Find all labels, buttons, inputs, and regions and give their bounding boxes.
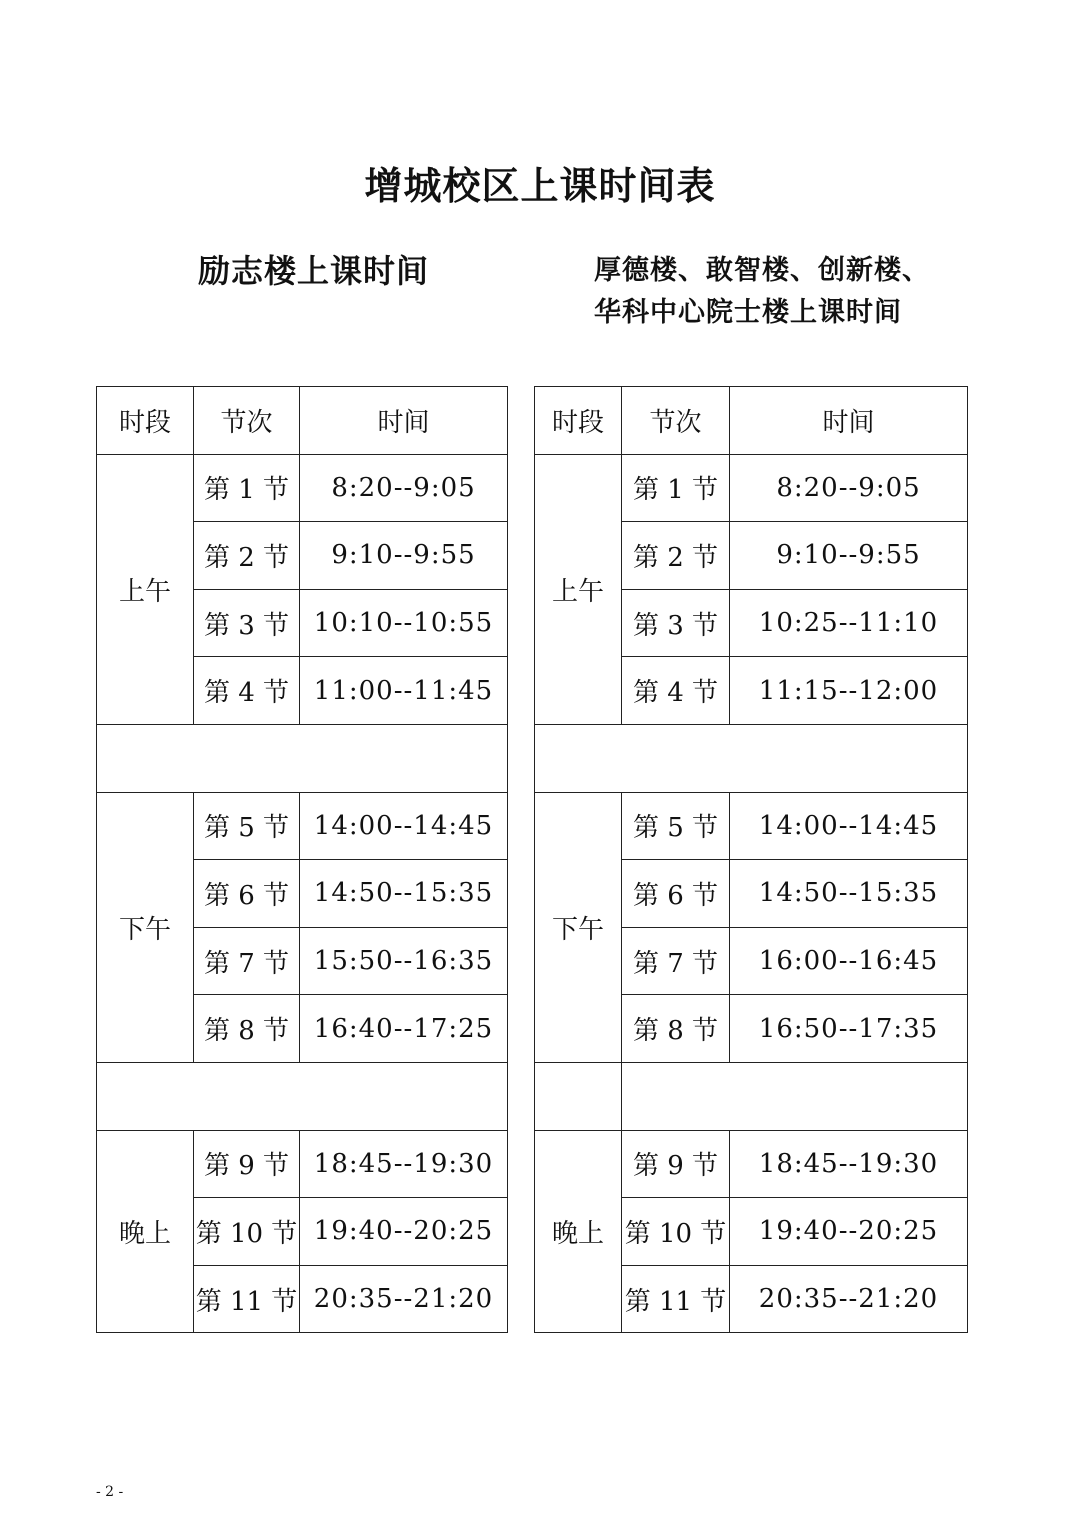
- session-cell: 第 6 节: [622, 860, 730, 928]
- break-cell: [535, 724, 968, 792]
- session-cell: 第 3 节: [194, 589, 300, 657]
- period-cell: 下午: [97, 792, 194, 1062]
- break-cell: [622, 1062, 968, 1130]
- header-time: 时间: [300, 387, 508, 455]
- break-row: [535, 724, 968, 792]
- header-time: 时间: [730, 387, 968, 455]
- session-cell: 第 6 节: [194, 860, 300, 928]
- time-cell: 16:00--16:45: [730, 927, 968, 995]
- session-cell: 第 11 节: [622, 1265, 730, 1333]
- time-cell: 11:00--11:45: [300, 657, 508, 725]
- period-cell: 下午: [535, 792, 622, 1062]
- time-cell: 20:35--21:20: [300, 1265, 508, 1333]
- time-cell: 14:50--15:35: [730, 860, 968, 928]
- session-cell: 第 9 节: [622, 1130, 730, 1198]
- table-row: [97, 1130, 508, 1198]
- table-row: [97, 454, 508, 522]
- time-cell: 19:40--20:25: [730, 1198, 968, 1266]
- session-cell: 第 1 节: [622, 454, 730, 522]
- session-cell: 第 4 节: [194, 657, 300, 725]
- session-cell: 第 4 节: [622, 657, 730, 725]
- session-cell: 第 8 节: [194, 995, 300, 1063]
- break-cell: [97, 1062, 508, 1130]
- right-subtitle-line1: 厚德楼、敢智楼、创新楼、: [594, 255, 930, 286]
- session-cell: 第 7 节: [194, 927, 300, 995]
- session-cell: 第 1 节: [194, 454, 300, 522]
- time-cell: 14:50--15:35: [300, 860, 508, 928]
- table-row: [97, 792, 508, 860]
- header-period: 时段: [535, 387, 622, 455]
- page-title: 增城校区上课时间表: [364, 163, 716, 208]
- time-cell: 18:45--19:30: [300, 1130, 508, 1198]
- break-row: [97, 724, 508, 792]
- session-cell: 第 10 节: [194, 1198, 300, 1266]
- header-session: 节次: [194, 387, 300, 455]
- left-schedule-table: [96, 386, 508, 1333]
- header-row: [97, 387, 508, 455]
- time-cell: 16:50--17:35: [730, 995, 968, 1063]
- break-cell: [97, 724, 508, 792]
- session-cell: 第 8 节: [622, 995, 730, 1063]
- header-row: [535, 387, 968, 455]
- period-cell: 晚上: [97, 1130, 194, 1333]
- period-cell: 上午: [97, 454, 194, 724]
- session-cell: 第 3 节: [622, 589, 730, 657]
- session-cell: 第 5 节: [622, 792, 730, 860]
- time-cell: 10:25--11:10: [730, 589, 968, 657]
- session-cell: 第 9 节: [194, 1130, 300, 1198]
- right-table-subtitle: [594, 250, 930, 334]
- header-session: 节次: [622, 387, 730, 455]
- time-cell: 11:15--12:00: [730, 657, 968, 725]
- time-cell: 19:40--20:25: [300, 1198, 508, 1266]
- time-cell: 15:50--16:35: [300, 927, 508, 995]
- time-cell: 8:20--9:05: [730, 454, 968, 522]
- time-cell: 14:00--14:45: [300, 792, 508, 860]
- right-subtitle-line2: 华科中心院士楼上课时间: [594, 297, 902, 328]
- session-cell: 第 10 节: [622, 1198, 730, 1266]
- session-cell: 第 11 节: [194, 1265, 300, 1333]
- session-cell: 第 2 节: [194, 522, 300, 590]
- left-table-subtitle: 励志楼上课时间: [198, 252, 430, 290]
- right-schedule-table: [534, 386, 968, 1333]
- time-cell: 8:20--9:05: [300, 454, 508, 522]
- period-cell: 上午: [535, 454, 622, 724]
- time-cell: 10:10--10:55: [300, 589, 508, 657]
- time-cell: 16:40--17:25: [300, 995, 508, 1063]
- table-row: [535, 1130, 968, 1198]
- session-cell: 第 2 节: [622, 522, 730, 590]
- break-cell: [535, 1062, 622, 1130]
- time-cell: 14:00--14:45: [730, 792, 968, 860]
- session-cell: 第 7 节: [622, 927, 730, 995]
- table-row: [535, 792, 968, 860]
- session-cell: 第 5 节: [194, 792, 300, 860]
- table-row: [535, 454, 968, 522]
- period-cell: 晚上: [535, 1130, 622, 1333]
- break-row: [535, 1062, 968, 1130]
- break-row: [97, 1062, 508, 1130]
- page-number: - 2 -: [96, 1484, 124, 1500]
- time-cell: 20:35--21:20: [730, 1265, 968, 1333]
- time-cell: 9:10--9:55: [730, 522, 968, 590]
- time-cell: 9:10--9:55: [300, 522, 508, 590]
- time-cell: 18:45--19:30: [730, 1130, 968, 1198]
- header-period: 时段: [97, 387, 194, 455]
